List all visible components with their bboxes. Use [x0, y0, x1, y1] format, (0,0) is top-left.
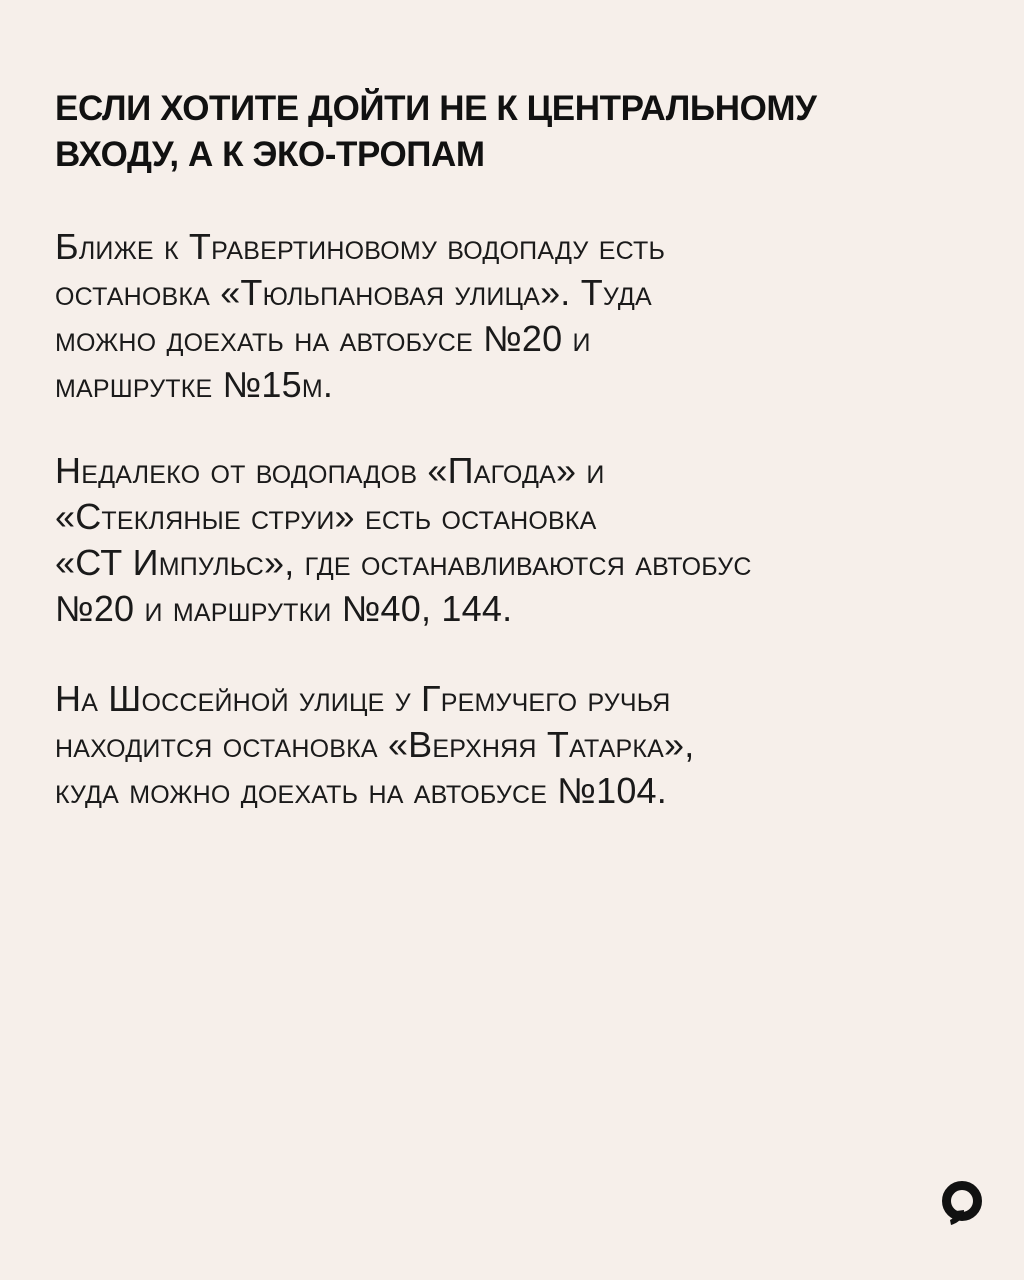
paragraph-1-line-3: можно доехать на автобусе №20 и [55, 318, 591, 359]
title-line-2: ВХОДУ, А К ЭКО-ТРОПАМ [55, 135, 485, 174]
paragraph-2-line-2: «Стекляные струи» есть остановка [55, 496, 597, 537]
paragraph-3-line-2: находится остановка «Верхняя Татарка», [55, 724, 695, 765]
paragraph-pagoda [55, 448, 955, 632]
content-card [55, 86, 955, 811]
page-title [55, 86, 955, 178]
paragraph-1-line-1: Ближе к Травертиновому водопаду есть [55, 226, 666, 267]
brand-logo-icon [938, 1180, 986, 1228]
paragraph-gremuchiy [55, 676, 955, 814]
paragraph-2-line-1: Недалеко от водопадов «Пагода» и [55, 450, 605, 491]
paragraph-3-line-3: куда можно доехать на автобусе №104. [55, 770, 667, 811]
paragraph-1-line-4: маршрутке №15м. [55, 364, 334, 405]
paragraph-2-line-3: «СТ Импульс», где останавливаются автобус [55, 542, 752, 583]
paragraph-2-line-4: №20 и маршрутки №40, 144. [55, 588, 513, 629]
title-line-1: ЕСЛИ ХОТИТЕ ДОЙТИ НЕ К ЦЕНТРАЛЬНОМУ [55, 89, 817, 128]
paragraph-3-line-1: На Шоссейной улице у Гремучего ручья [55, 678, 671, 719]
paragraph-1-line-2: остановка «Тюльпановая улица». Туда [55, 272, 652, 313]
paragraph-travertine [55, 224, 955, 408]
